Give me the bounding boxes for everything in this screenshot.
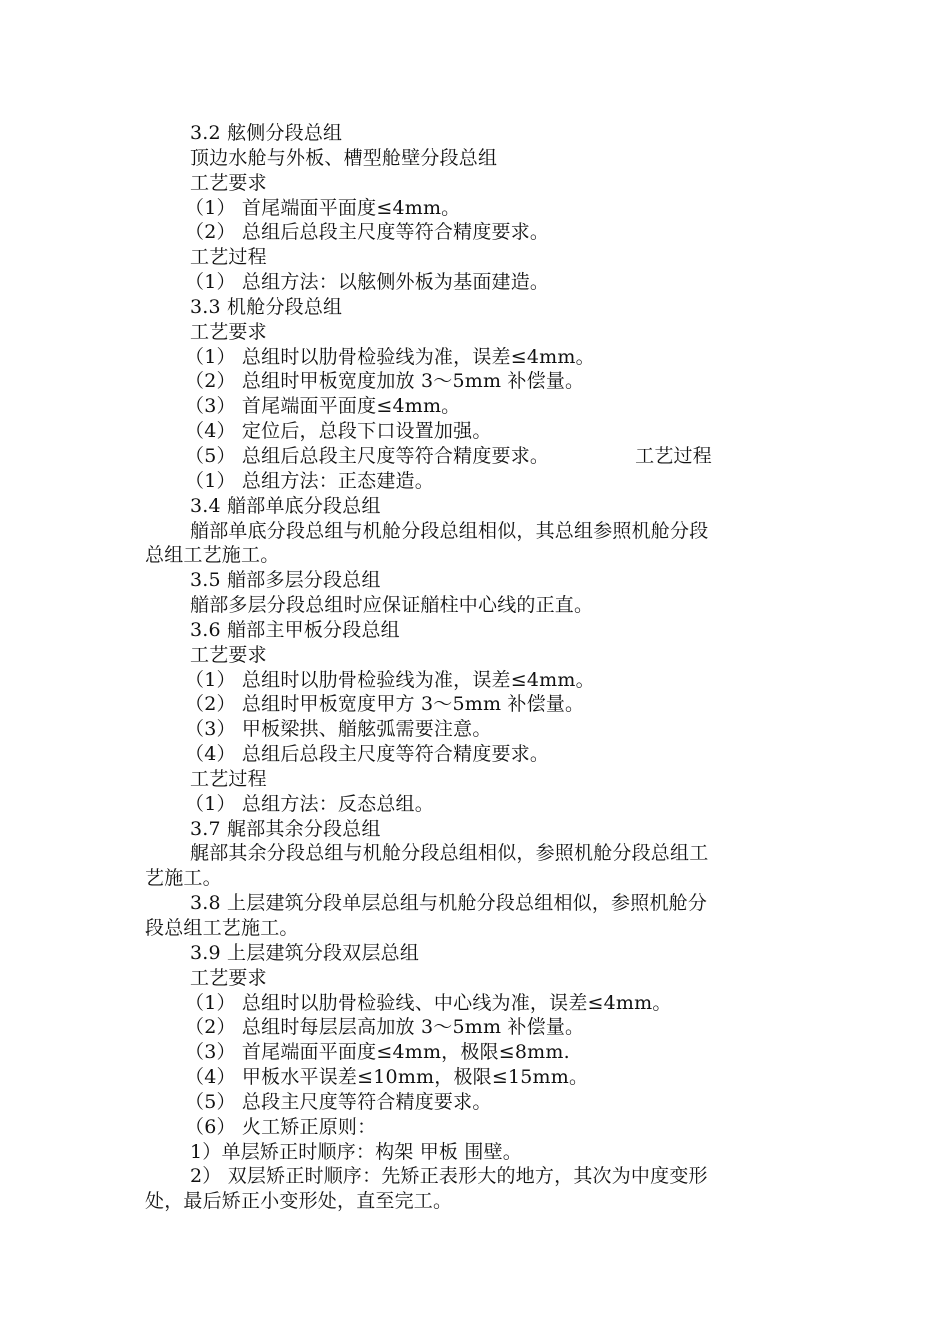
list-item: （1） 总组时以肋骨检验线、中心线为准，误差≤4mm。 bbox=[185, 991, 672, 1014]
sub-list-item: 1）单层矫正时顺序：构架 甲板 围壁。 bbox=[190, 1140, 522, 1163]
list-item: （3） 甲板梁拱、艏舷弧需要注意。 bbox=[185, 718, 492, 741]
document-body bbox=[145, 121, 805, 1214]
list-item: （4） 总组后总段主尺度等符合精度要求。 bbox=[185, 743, 550, 766]
heading-3-6: 3.6 艏部主甲板分段总组 bbox=[190, 618, 400, 641]
heading-3-9: 3.9 上层建筑分段双层总组 bbox=[190, 941, 420, 964]
paragraph-line: 总组工艺施工。 bbox=[145, 544, 280, 567]
heading-3-3: 3.3 机舱分段总组 bbox=[190, 295, 343, 318]
list-item: （2） 总组时每层层高加放 3～5mm 补偿量。 bbox=[185, 1016, 585, 1039]
subheading-process: 工艺过程 bbox=[635, 444, 712, 467]
paragraph-line: 艉部其余分段总组与机舱分段总组相似，参照机舱分段总组工 bbox=[190, 842, 709, 865]
list-item: （1） 总组方法：正态建造。 bbox=[185, 469, 434, 492]
paragraph-line: 段总组工艺施工。 bbox=[145, 917, 299, 939]
list-item: （2） 总组时甲板宽度甲方 3～5mm 补偿量。 bbox=[185, 693, 585, 716]
list-item: （1） 总组时以肋骨检验线为准，误差≤4mm。 bbox=[185, 345, 595, 368]
list-item: （4） 甲板水平误差≤10mm，极限≤15mm。 bbox=[185, 1066, 589, 1089]
subheading-process: 工艺过程 bbox=[190, 246, 267, 269]
heading-3-5: 3.5 艏部多层分段总组 bbox=[190, 569, 381, 592]
list-item: （6） 火工矫正原则： bbox=[185, 1115, 377, 1138]
list-item: （3） 首尾端面平面度≤4mm，极限≤8mm. bbox=[185, 1041, 570, 1064]
subheading-requirements: 工艺要求 bbox=[190, 171, 267, 194]
list-item: （3） 首尾端面平面度≤4mm。 bbox=[185, 395, 461, 418]
paragraph-line: 3.8 上层建筑分段单层总组与机舱分段总组相似，参照机舱分 bbox=[190, 892, 708, 915]
paragraph-line: 处，最后矫正小变形处，直至完工。 bbox=[145, 1190, 453, 1213]
paragraph-line: 艏部单底分段总组与机舱分段总组相似，其总组参照机舱分段 bbox=[190, 519, 709, 542]
paragraph: 艏部多层分段总组时应保证艏柱中心线的正直。 bbox=[190, 594, 594, 617]
subheading-requirements: 工艺要求 bbox=[190, 966, 267, 989]
list-item: （1） 首尾端面平面度≤4mm。 bbox=[185, 196, 461, 219]
paragraph-line: 艺施工。 bbox=[145, 867, 222, 890]
list-item-text: （5） 总组后总段主尺度等符合精度要求。 bbox=[185, 444, 550, 467]
list-item: （2） 总组时甲板宽度加放 3～5mm 补偿量。 bbox=[185, 370, 585, 393]
list-item: （4） 定位后，总段下口设置加强。 bbox=[185, 420, 492, 443]
list-item: （1） 总组时以肋骨检验线为准，误差≤4mm。 bbox=[185, 668, 595, 691]
list-item: （2） 总组后总段主尺度等符合精度要求。 bbox=[185, 221, 550, 244]
paragraph-line: 2） 双层矫正时顺序：先矫正表形大的地方，其次为中度变形 bbox=[190, 1165, 708, 1188]
subheading-requirements: 工艺要求 bbox=[190, 320, 267, 343]
subheading-requirements: 工艺要求 bbox=[190, 643, 267, 666]
heading-3-7: 3.7 艉部其余分段总组 bbox=[190, 817, 381, 840]
list-item: （5） 总段主尺度等符合精度要求。 bbox=[185, 1090, 492, 1113]
heading-3-2: 3.2 舷侧分段总组 bbox=[190, 122, 343, 144]
subheading-process: 工艺过程 bbox=[190, 767, 267, 790]
paragraph: 顶边水舱与外板、槽型舱壁分段总组 bbox=[190, 146, 498, 169]
list-item-with-trailing-heading bbox=[145, 444, 805, 469]
list-item: （1） 总组方法：反态总组。 bbox=[185, 792, 434, 815]
list-item: （1） 总组方法：以舷侧外板为基面建造。 bbox=[185, 271, 550, 294]
heading-3-4: 3.4 艏部单底分段总组 bbox=[190, 494, 381, 517]
